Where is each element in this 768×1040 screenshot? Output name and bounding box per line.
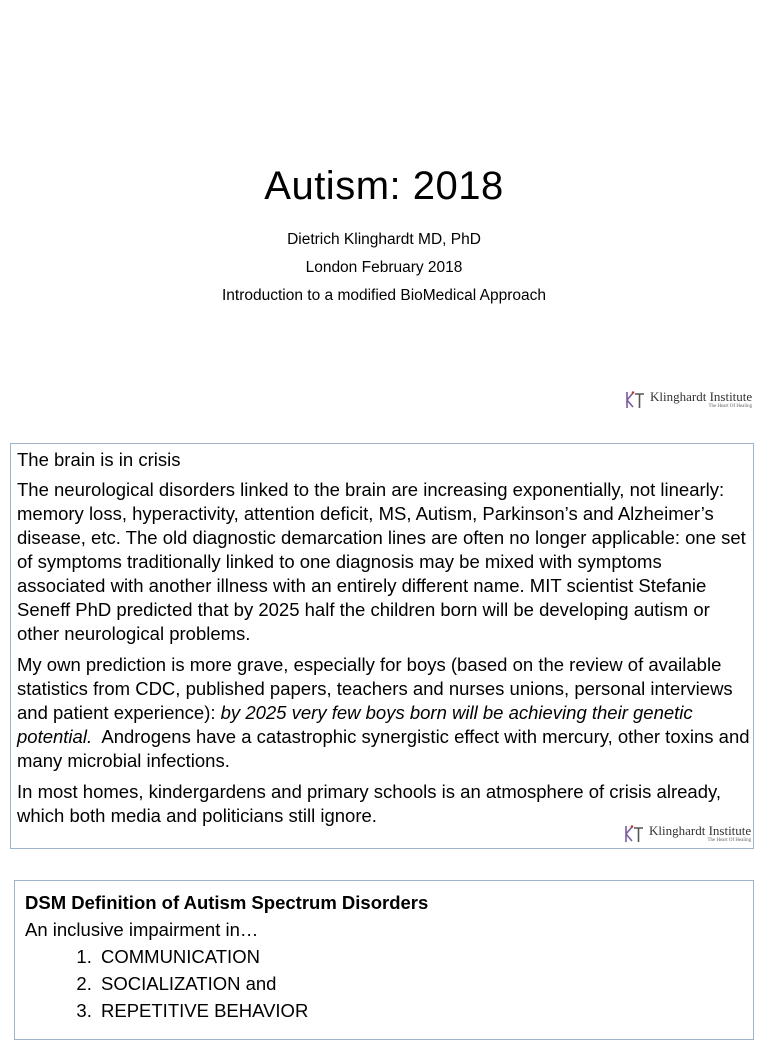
logo-name: Klinghardt Institute [649, 823, 752, 838]
dsm-list [25, 943, 428, 1024]
slide2-heading: The brain is in crisis [17, 449, 181, 470]
location-date-line: London February 2018 [305, 259, 463, 276]
paragraph-1: The neurological disorders linked to the brain are increasing exponentially, not linearly: memory loss, hyperactivity, attention deficit, MS, Autism, Parkinson’s and Alzheimer’s disease, etc. The old diagnostic demarcation lines are often no longer applicable: one set of symptoms traditionally linked to one diagnosis may be mixed with symptoms associated with another illness with an entirely different name. MIT scientist Stefanie Seneff PhD predicted that by 2025 half the children born will be developing autism or other neurological problems. [17, 479, 746, 644]
dsm-definition-slide [14, 880, 754, 1040]
paragraph-3: In most homes, kindergardens and primary schools is an atmosphere of crisis already, which both media and politicians still ignore. [17, 781, 722, 826]
dsm-intro: An inclusive impairment in… [25, 919, 259, 940]
logo-name: Klinghardt Institute [650, 389, 753, 404]
dsm-title: DSM Definition of Autism Spectrum Disorders [25, 892, 429, 913]
title-slide [0, 0, 768, 432]
paragraph-2: My own prediction is more grave, especially for boys (based on the review of available statistics from CDC, published papers, teachers and nurses unions, personal interviews and patient experience): by 2025 very few boys born will be achieving their genetic potential. Androgens have a catastrophic synergistic effect with mercury, other toxins and many microbial infections. [17, 654, 755, 771]
author-line: Dietrich Klinghardt MD, PhD [287, 231, 481, 248]
list-item: 3. REPETITIVE BEHAVIOR [97, 997, 428, 1024]
logo-tagline: The Heart Of Healing [708, 404, 753, 409]
klinghardt-logo-small [623, 824, 751, 844]
kt-logo-icon [624, 390, 646, 410]
klinghardt-logo [624, 390, 752, 410]
list-item: 2. SOCIALIZATION and [97, 970, 428, 997]
subtitle-line: Introduction to a modified BioMedical Approach [222, 287, 546, 304]
kt-logo-icon [623, 824, 645, 844]
italic-prediction: by 2025 very few boys born will be achieving their genetic potential. [17, 702, 693, 747]
slide-title: Autism: 2018 [264, 164, 504, 208]
list-item: 1. COMMUNICATION [97, 943, 428, 970]
brain-crisis-slide [10, 443, 754, 849]
logo-tagline: The Heart Of Healing [707, 838, 752, 843]
